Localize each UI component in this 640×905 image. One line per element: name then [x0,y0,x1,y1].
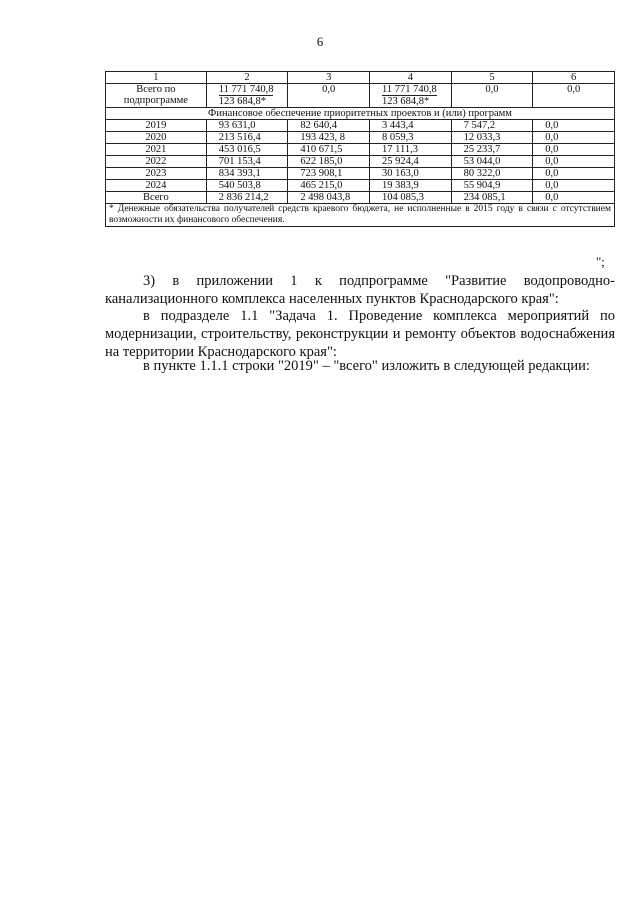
table-row [106,180,615,192]
value-cell: 0,0 [533,192,615,204]
value-cell: 25 233,7 [451,144,533,156]
year-cell: 2024 [106,180,207,192]
value-cell: 0,0 [533,168,615,180]
value-cell: 0,0 [533,120,615,132]
total-col4-line2: 123 684,8* [382,96,430,107]
total-col2-line1: 11 771 740,8 [218,84,274,95]
value-cell: 723 908,1 [288,168,370,180]
value-cell: 104 085,3 [370,192,452,204]
value-cell: 540 503,8 [206,180,288,192]
year-cell: 2019 [106,120,207,132]
year-cell: 2020 [106,132,207,144]
value-cell: 53 044,0 [451,156,533,168]
value-cell: 410 671,5 [288,144,370,156]
year-cell: Всего [106,192,207,204]
section-title-row [106,108,615,120]
header-cell: 4 [370,72,452,84]
value-cell: 0,0 [533,144,615,156]
paragraph-line: канализационного комплекса населенных пунктов Краснодарского края": [105,291,559,307]
table-row [106,132,615,144]
year-cell: 2021 [106,144,207,156]
value-cell: 3 443,4 [370,120,452,132]
value-cell: 622 185,0 [288,156,370,168]
value-cell: 2 498 043,8 [288,192,370,204]
paragraph-line: 3) в приложении 1 к подпрограмме "Развитие водопроводно- [143,273,615,289]
value-cell: 0,0 [533,156,615,168]
table-row [106,120,615,132]
value-cell: 30 163,0 [370,168,452,180]
year-cell: 2022 [106,156,207,168]
total-col4-line1: 11 771 740,8 [382,84,437,95]
value-cell: 0,0 [533,132,615,144]
value-cell: 453 016,5 [206,144,288,156]
header-cell: 5 [451,72,533,84]
table-row [106,156,615,168]
value-cell: 834 393,1 [206,168,288,180]
table-row [106,168,615,180]
total-label-line2: подпрограмме [123,95,188,106]
total-col3-cell: 0,0 [288,84,370,108]
total-col2-line2: 123 684,8* [218,96,266,107]
header-cell: 1 [106,72,207,84]
total-label-cell [106,84,207,108]
table-row [106,144,615,156]
page-number: 6 [316,34,324,49]
paragraph-item: в пункте 1.1.1 строки "2019" – "всего" изложить в следующей редакции: [143,358,590,374]
closing-quote: "; [596,254,605,269]
value-cell: 7 547,2 [451,120,533,132]
value-cell: 2 836 214,2 [206,192,288,204]
value-cell: 25 924,4 [370,156,452,168]
value-cell: 55 904,9 [451,180,533,192]
paragraph-amendment-3 [105,272,615,308]
total-col5-cell: 0,0 [451,84,533,108]
value-cell: 0,0 [533,180,615,192]
total-col6-cell: 0,0 [533,84,615,108]
value-cell: 8 059,3 [370,132,452,144]
value-cell: 17 111,3 [370,144,452,156]
value-cell: 93 631,0 [206,120,288,132]
value-cell: 12 033,3 [451,132,533,144]
total-subprogram-row [106,84,615,108]
table-total-row [106,192,615,204]
value-cell: 82 640,4 [288,120,370,132]
financing-table [105,71,615,227]
table-header-row [106,72,615,84]
value-cell: 234 085,1 [451,192,533,204]
footnote: * Денежные обязательства получателей средств краевого бюджета, не исполненные в 2015 году в связи с отсутствием возможности их финансового обеспечения. [106,204,615,227]
value-cell: 19 383,9 [370,180,452,192]
paragraph-subsection: в подразделе 1.1 "Задача 1. Проведение комплекса мероприятий по модернизации, строительству, реконструкции и ремонту объектов водоснабжения на территории Краснодарского края": [105,308,615,360]
total-col4-cell [370,84,452,108]
header-cell: 6 [533,72,615,84]
footnote-row [106,204,615,227]
header-cell: 2 [206,72,288,84]
value-cell: 701 153,4 [206,156,288,168]
value-cell: 465 215,0 [288,180,370,192]
section-title: Финансовое обеспечение приоритетных проектов и (или) программ [106,108,615,120]
value-cell: 80 322,0 [451,168,533,180]
value-cell: 213 516,4 [206,132,288,144]
value-cell: 193 423, 8 [288,132,370,144]
total-label-line1: Всего по [136,84,176,95]
header-cell: 3 [288,72,370,84]
total-col2-cell [206,84,288,108]
year-cell: 2023 [106,168,207,180]
